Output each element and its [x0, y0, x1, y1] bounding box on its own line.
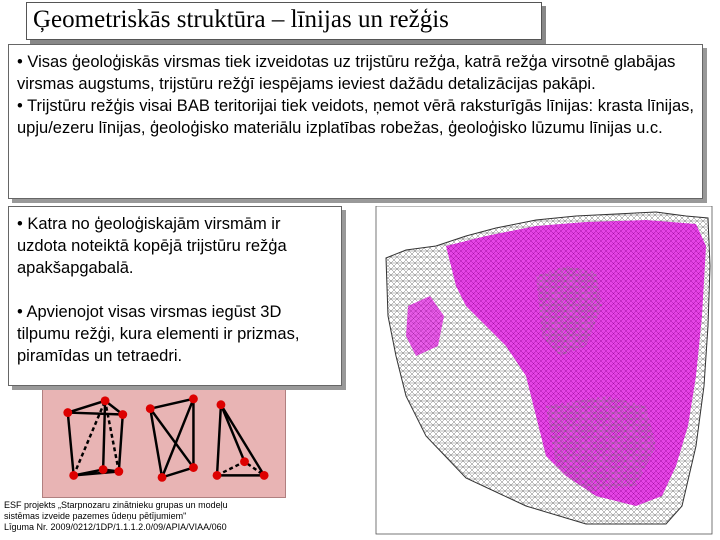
top-bullet-2: • Trijstūru režģis visai BAB teritorijai tiek veidots, ņemot vērā raksturīgās līnijas: krasta līnijas, upju/ezeru līnijas, ģeoloģisko materiālu izplatības robežas, ģeoloģisko lūzumu līnijas u.c. [17, 97, 695, 137]
prism-pyramid-tetrahedron-illustration [42, 388, 286, 498]
slide-title: Ģeometriskās struktūra – līnijas un režģis [33, 6, 449, 33]
footer-line-1: ESF projekts „Starpnozaru zinātnieku grupas un modeļu [4, 500, 228, 510]
title-box [26, 2, 542, 40]
left-bullet-1: • Katra no ģeoloģiskajām virsmām ir uzdota noteiktā kopējā trijstūru režģa apakšapgabalā. [17, 215, 287, 277]
top-text-panel [8, 44, 703, 199]
footer-line-3: Līguma Nr. 2009/0212/1DP/1.1.1.2.0/09/APIA/VIAA/060 [4, 522, 227, 532]
triangular-mesh-map [346, 206, 716, 536]
footer-credits [4, 500, 324, 533]
left-bullet-2: • Apvienojot visas virsmas iegūst 3D tilpumu režģi, kura elementi ir prizmas, piramīdas un tetraedri. [17, 303, 300, 365]
footer-line-2: sistēmas izveide pazemes ūdeņu pētījumiem" [4, 511, 187, 521]
left-text-panel [8, 206, 342, 386]
top-bullet-1: • Visas ģeoloģiskās virsmas tiek izveidotas uz trijstūru režģa, katrā režģa virsotnē glabājas virsmas augstums, trijstūru režģī iespējams ieviest dažādu detalizācijas pakāpi. [17, 53, 676, 93]
